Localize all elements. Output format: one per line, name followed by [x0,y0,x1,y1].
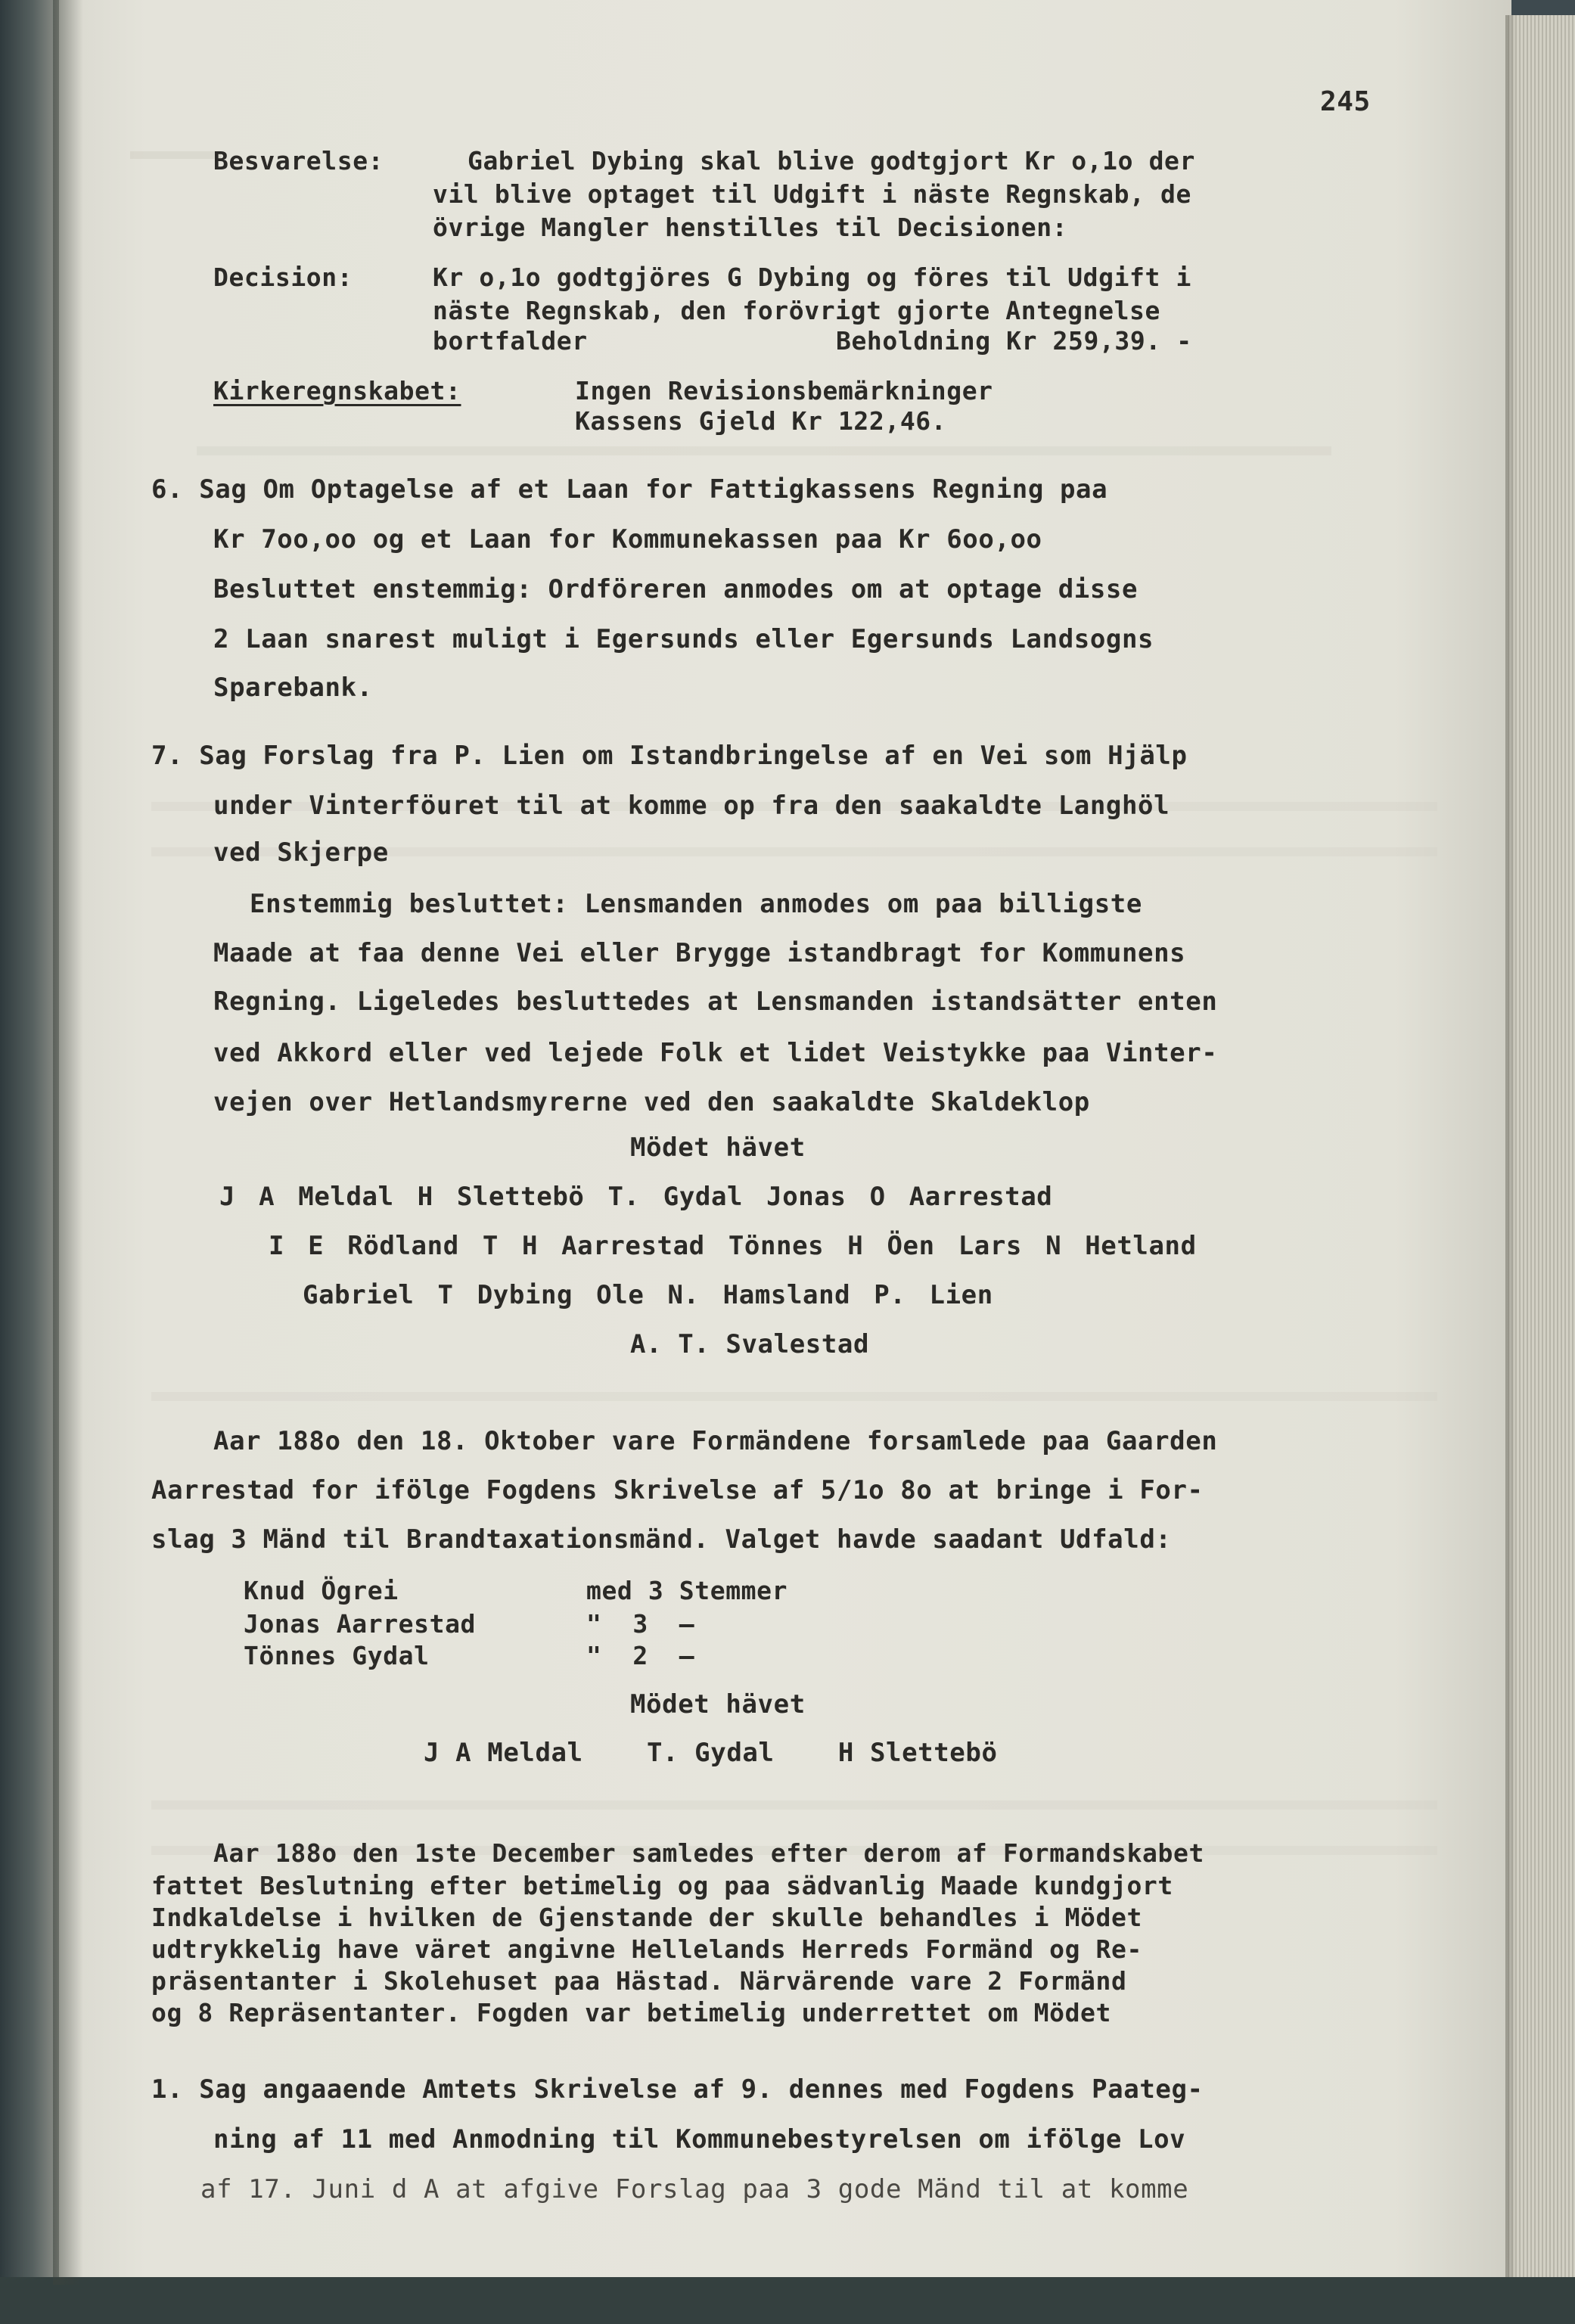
vote-name: Jonas Aarrestad [244,1609,477,1639]
kirke-line: Kassens Gjeld Kr 122,46. [575,406,947,436]
besvarelse-line: övrige Mangler henstilles til Decisionen: [433,213,1068,242]
december-line: og 8 Repräsentanter. Fogden var betimelig underrettet om Mödet [151,1998,1111,2027]
sag6-line: Sparebank. [213,673,373,703]
meeting-closed: Mödet hävet [630,1132,806,1163]
sag1-line: af 17. Juni d A at afgive Forslag paa 3 gode Mänd til at komme [200,2174,1189,2204]
oktober-line: Aar 188o den 18. Oktober vare Formändene forsamlede paa Gaarden [213,1426,1218,1456]
vote-name: Tönnes Gydal [244,1641,430,1670]
vote-name: Knud Ögrei [244,1576,399,1605]
besvarelse-line: vil blive optaget til Udgift i näste Regnskab, de [433,179,1191,209]
oktober-line: slag 3 Mänd til Brandtaxationsmänd. Valget havde saadant Udfald: [151,1524,1172,1555]
kirkeregnskabet-label: Kirkeregnskabet: [213,376,461,405]
scan-left-margin [0,0,59,2324]
decision-line: Kr o,1o godtgjöres G Dybing og föres til Udgift i [433,263,1191,292]
sag1-line: ning af 11 med Anmodning til Kommunebestyrelsen om ifölge Lov [213,2124,1186,2155]
vote-count: " 3 — [586,1609,695,1639]
sag1-line: 1. Sag angaaende Amtets Skrivelse af 9. dennes med Fogdens Paateg- [151,2074,1204,2105]
page-edge-shadow [1505,15,1516,2277]
beholdning: Beholdning Kr 259,39. - [836,326,1192,356]
december-line: fattet Beslutning efter betimelig og paa sädvanlig Maade kundgjort [151,1871,1173,1900]
oktober-line: Aarrestad for ifölge Fogdens Skrivelse af 5/1o 8o at bringe i For- [151,1475,1204,1505]
december-line: präsentanter i Skolehuset paa Hästad. Närvärende vare 2 Formänd [151,1966,1127,1996]
december-line: Indkaldelse i hvilken de Gjenstande der skulle behandles i Mödet [151,1903,1142,1932]
sag7-line: Maade at faa denne Vei eller Brygge istandbragt for Kommunens [213,938,1186,968]
signature-row: A. T. Svalestad [630,1329,870,1359]
decision-label: Decision: [213,263,353,292]
sag6-line: Besluttet enstemmig: Ordföreren anmodes om at optage disse [213,574,1139,604]
signature-row: J A Meldal H Slettebö T. Gydal Jonas O Aarrestad [219,1182,1053,1212]
page-number: 245 [1320,86,1371,117]
scan-bottom-margin [0,2277,1575,2324]
sag7-line: under Vinterföuret til at komme op fra den saakaldte Langhöl [213,791,1170,821]
sag7-line: Enstemmig besluttet: Lensmanden anmodes om paa billigste [250,889,1142,919]
signature-row: I E Rödland T H Aarrestad Tönnes H Öen Lars N Hetland [269,1231,1197,1261]
decision-line: bortfalder [433,326,588,356]
sag6-line: 6. Sag Om Optagelse af et Laan for Fattigkassens Regning paa [151,474,1108,505]
sag6-line: Kr 7oo,oo og et Laan for Kommunekassen paa Kr 6oo,oo [213,524,1042,555]
signature-row: Gabriel T Dybing Ole N. Hamsland P. Lien [303,1280,993,1310]
sag7-line: 7. Sag Forslag fra P. Lien om Istandbringelse af en Vei som Hjälp [151,741,1188,771]
besvarelse-label: Besvarelse: [213,146,384,176]
december-line: udtrykkelig have väret angivne Hellelands Herreds Formänd og Re- [151,1934,1142,1964]
sag7-line: Regning. Ligeledes besluttedes at Lensmanden istandsätter enten [213,986,1218,1017]
gutter-shadow [53,0,83,2285]
signature-row: J A Meldal T. Gydal H Slettebö [424,1738,998,1768]
meeting-closed: Mödet hävet [630,1689,806,1720]
decision-line: näste Regnskab, den forövrigt gjorte Antegnelse [433,296,1160,325]
sag7-line: vejen over Hetlandsmyrerne ved den saakaldte Skaldeklop [213,1087,1090,1117]
sag6-line: 2 Laan snarest muligt i Egersunds eller Egersunds Landsogns [213,624,1154,654]
vote-count: " 2 — [586,1641,695,1670]
december-line: Aar 188o den 1ste December samledes efter derom af Formandskabet [213,1838,1204,1868]
kirke-line: Ingen Revisionsbemärkninger [575,376,993,405]
vote-count: med 3 Stemmer [586,1576,788,1605]
besvarelse-line: Gabriel Dybing skal blive godtgjort Kr o,1o der [468,146,1195,176]
sag7-line: ved Skjerpe [213,837,389,868]
sag7-line: ved Akkord eller ved lejede Folk et lidet Veistykke paa Vinter- [213,1038,1218,1068]
